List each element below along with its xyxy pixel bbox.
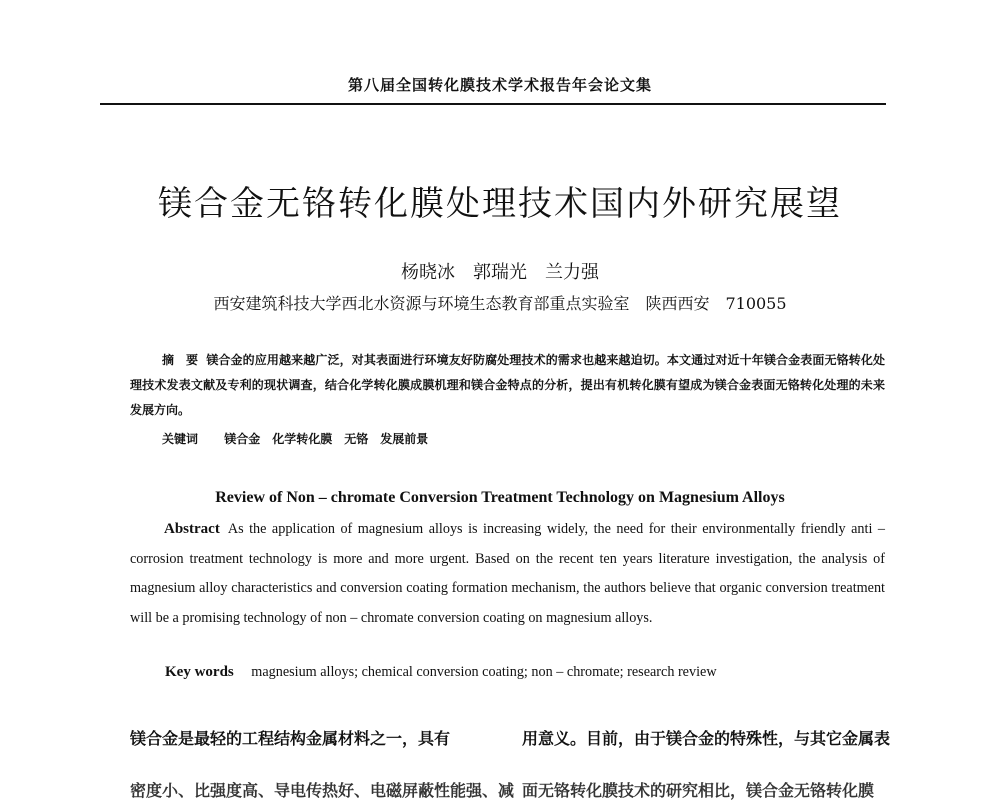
- cn-abstract: [130, 348, 885, 423]
- en-keywords-label: Key words: [165, 664, 234, 680]
- en-abstract: [130, 515, 885, 633]
- body-left-column: [130, 724, 515, 800]
- body-right-column: [522, 724, 891, 800]
- body-left-line-cut: 密度小、比强度高、导电传热好、电磁屏蔽性能强、减: [130, 781, 515, 800]
- en-keywords-text: magnesium alloys; chemical conversion coating; non – chromate; research review: [251, 664, 717, 680]
- cn-abstract-text: 镁合金的应用越来越广泛，对其表面进行环境友好防腐处理技术的需求也越来越迫切。本文通过对近十年镁合金表面无铬转化处理技术发表文献及专利的现状调查，结合化学转化膜成膜机理和镁合金特点的分析，提出有机转化膜有望成为镁合金表面无铬转化处理的未来发展方向。: [130, 353, 885, 417]
- body-left-line: 镁合金是最轻的工程结构金属材料之一，具有: [130, 729, 451, 748]
- body-right-line-cut: 面无铬转化膜技术的研究相比，镁合金无铬转化膜: [522, 781, 875, 800]
- en-title: Review of Non – chromate Conversion Treatment Technology on Magnesium Alloys: [215, 489, 785, 506]
- header-rule: [100, 103, 886, 105]
- en-abstract-label: Abstract: [164, 521, 220, 537]
- cn-abstract-label: 摘 要: [162, 353, 199, 367]
- cn-keywords-text: 镁合金 化学转化膜 无铬 发展前景: [224, 432, 429, 446]
- affiliation: 西安建筑科技大学西北水资源与环境生态教育部重点实验室 陕西西安 710055: [213, 294, 787, 313]
- en-abstract-text: As the application of magnesium alloys is increasing widely, the need for their environmentally friendly anti – corrosion treatment technology is more and more urgent. Based on the recent ten years literature investigation, the analysis of magnesium alloy characteristics and conversion coating formation mechanism, the authors believe that organic conversion treatment will be a promising technology of non – chromate conversion coating on magnesium alloys.: [130, 521, 885, 626]
- cn-keywords-label: 关键词: [162, 432, 199, 446]
- paper-title: 镁合金无铬转化膜处理技术国内外研究展望: [158, 184, 842, 224]
- running-head: 第八届全国转化膜技术学术报告年会论文集: [347, 76, 652, 94]
- authors: 杨晓冰 郭瑞光 兰力强: [401, 262, 599, 283]
- cn-keywords: [162, 430, 428, 447]
- en-keywords: [165, 664, 717, 681]
- body-right-line: 用意义。目前，由于镁合金的特殊性，与其它金属表: [522, 729, 891, 748]
